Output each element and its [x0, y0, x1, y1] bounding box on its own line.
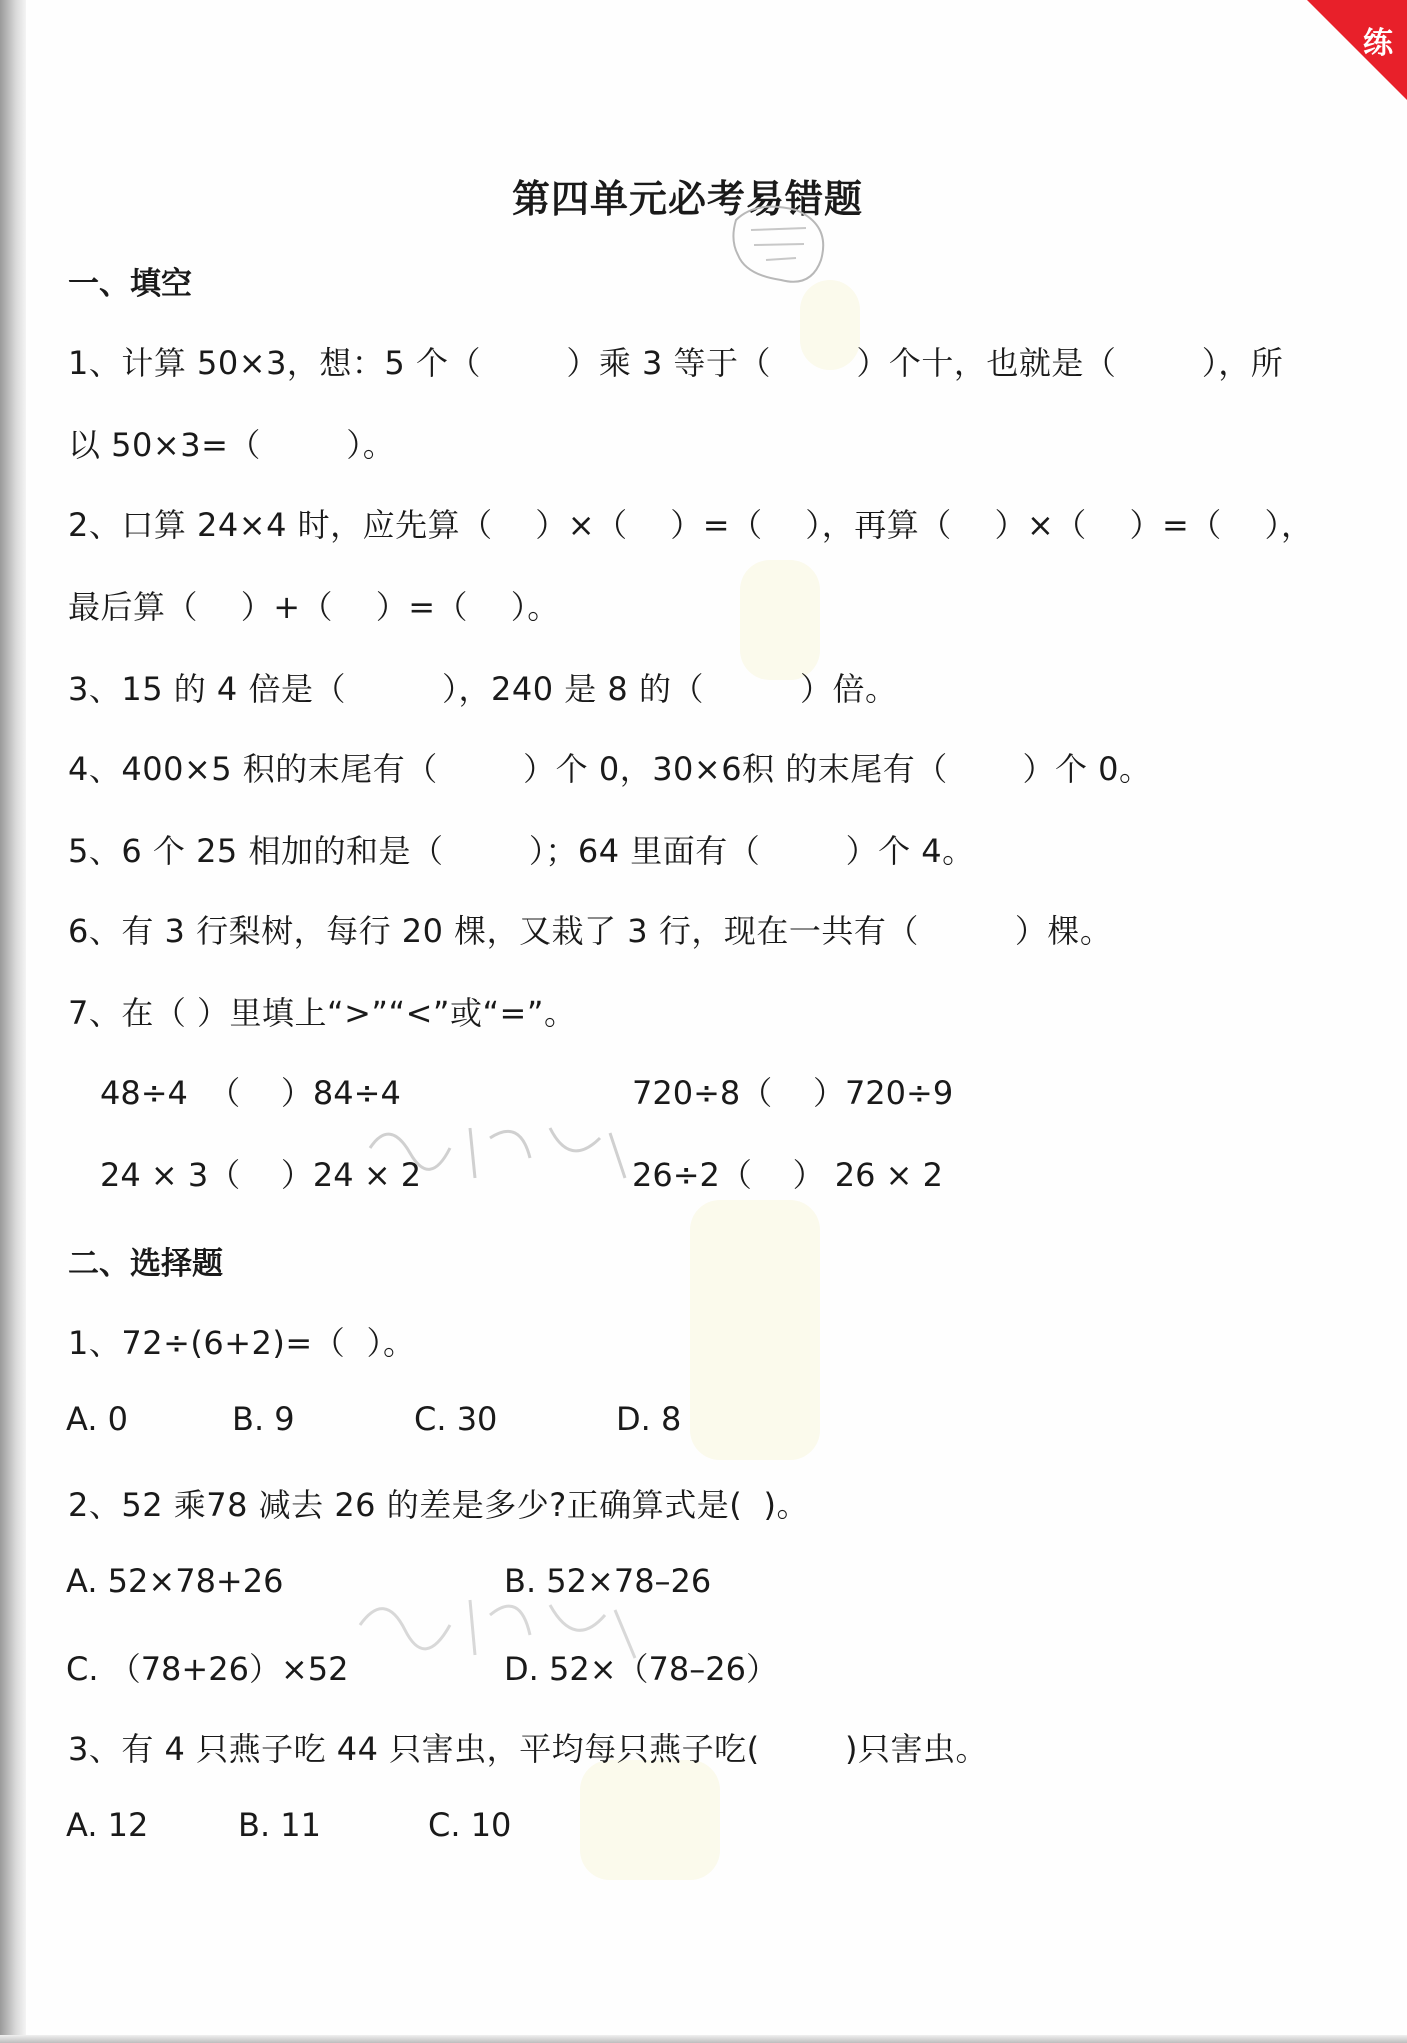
choice-option: C. （78+26）×52 — [66, 1650, 349, 1688]
choice-question-3: 3、有 4 只燕子吃 44 只害虫，平均每只燕子吃( )只害虫。 — [68, 1730, 988, 1768]
choice-option: C. 10 — [428, 1806, 512, 1844]
comparison-item: 720÷8（ ）720÷9 — [632, 1074, 954, 1112]
question-1-line-1: 1、计算 50×3，想：5 个（ ）乘 3 等于（ ）个十，也就是（ ），所 — [68, 344, 1284, 382]
choice-question-1: 1、72÷(6+2)=（ ）。 — [68, 1324, 416, 1362]
question-7: 7、在（ ）里填上“>”“<”或“=”。 — [68, 994, 577, 1032]
scan-stain — [690, 1200, 820, 1460]
question-2-line-2: 最后算（ ）+（ ）=（ ）。 — [68, 588, 560, 626]
choice-option: D. 52×（78–26） — [504, 1650, 778, 1688]
question-3: 3、15 的 4 倍是（ ），240 是 8 的（ ）倍。 — [68, 670, 898, 708]
question-2-line-1: 2、口算 24×4 时，应先算（ ）×（ ）=（ ），再算（ ）×（ ）=（ ）， — [68, 506, 1314, 544]
choice-option: D. 8 — [616, 1400, 682, 1438]
handwriting-watermark — [360, 1108, 640, 1188]
choice-option: A. 0 — [66, 1400, 129, 1438]
choice-option: B. 52×78–26 — [504, 1562, 712, 1600]
choice-question-2: 2、52 乘78 减去 26 的差是多少?正确算式是( )。 — [68, 1486, 810, 1524]
comparison-item: 24 × 3（ ）24 × 2 — [100, 1156, 422, 1194]
choice-option: B. 11 — [238, 1806, 322, 1844]
corner-tab-label: 练 — [1363, 26, 1393, 61]
section-heading-multiple-choice: 二、选择题 — [68, 1246, 223, 1282]
question-5: 5、6 个 25 相加的和是（ ）；64 里面有（ ）个 4。 — [68, 832, 975, 870]
question-1-line-2: 以 50×3=（ ）。 — [68, 426, 396, 464]
comparison-item: 26÷2（ ） 26 × 2 — [632, 1156, 943, 1194]
scan-stain — [740, 560, 820, 680]
choice-option: C. 30 — [414, 1400, 498, 1438]
question-4: 4、400×5 积的末尾有（ ）个 0，30×6积 的末尾有（ ）个 0。 — [68, 750, 1152, 788]
section-heading-fill-in: 一、填空 — [68, 266, 192, 302]
comparison-item: 48÷4 （ ）84÷4 — [100, 1074, 401, 1112]
stamp-mark — [726, 200, 836, 290]
scan-bottom-edge — [0, 2035, 1407, 2043]
scan-stain — [580, 1760, 720, 1880]
handwriting-watermark — [350, 1580, 650, 1670]
choice-option: A. 52×78+26 — [66, 1562, 284, 1600]
choice-option: A. 12 — [66, 1806, 149, 1844]
choice-option: B. 9 — [232, 1400, 295, 1438]
scan-left-edge — [0, 0, 26, 2043]
question-6: 6、有 3 行梨树，每行 20 棵，又栽了 3 行，现在一共有（ ）棵。 — [68, 912, 1113, 950]
page-title: 第四单元必考易错题 — [511, 177, 863, 221]
